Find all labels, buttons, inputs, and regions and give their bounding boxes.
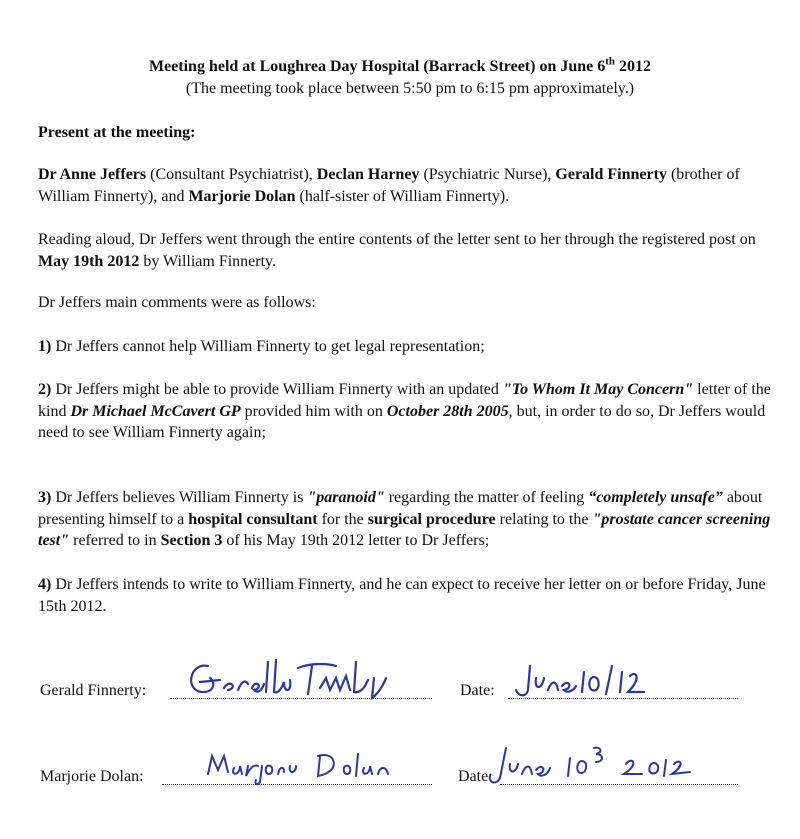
meeting-title [0,55,800,76]
comment-item-1 [38,336,778,358]
item-number: 3) [38,489,52,506]
item-text: Dr Jeffers believes William Finnerty is [51,489,308,506]
attendee-role: (brother of William Finnerty), and [38,166,740,205]
present-heading: Present at the meeting: [38,124,196,141]
quoted-letter-title: "To Whom It May Concern" [502,381,694,398]
signature-row [0,652,800,712]
item-text: referred to in [69,532,161,549]
quoted-term: “completely unsafe” [588,489,723,506]
signatory-label: Gerald Finnerty: [40,682,147,699]
item-text: provided him with on [240,402,387,420]
item-text: for the [317,510,368,528]
letter-date: May 19th 2012 [38,252,140,270]
item-number: 2) [38,381,52,398]
attendee-role: (Psychiatric Nurse), [419,166,556,183]
reading-text: Reading aloud, Dr Jeffers went through the entire contents of the letter sent to her through the registered post on [38,231,756,248]
signature-row [0,742,800,802]
handwritten-signature [180,654,420,700]
title-text: Meeting held at Loughrea Day Hospital (Barrack Street) on June 6 [148,58,606,75]
item-text: Dr Jeffers cannot help William Finnerty to get legal representation; [51,338,485,355]
date-label: Date: [460,682,495,699]
doctor-name: Dr Michael McCavert GP [70,402,241,420]
attendee-role: (half-sister of William Finnerty). [295,187,510,205]
attendee-name: Declan Harney [316,166,420,183]
date-label: Date: [458,768,493,785]
handwritten-date [510,660,670,700]
attendee-name: Marjorie Dolan [188,187,296,205]
attendee-name: Dr Anne Jeffers [38,166,147,183]
comments-intro: Dr Jeffers main comments were as follows: [38,294,316,311]
title-superscript: th [605,55,616,68]
quoted-term: "paranoid" [307,489,385,506]
item-number: 1) [38,338,52,355]
comment-item-3 [38,487,778,552]
item-text: about presenting himself to a [38,489,763,528]
item-text: regarding the matter of feeling [384,489,589,506]
attendee-name: Gerald Finnerty [555,166,667,183]
signatory-label: Marjorie Dolan: [40,768,144,785]
item-text: , but, in order to do so, Dr Jeffers would need to see William Finnerty again; [38,402,766,441]
bold-term: hospital consultant [188,510,318,528]
reading-text-end: by William Finnerty. [139,252,277,270]
handwritten-signature [200,746,410,786]
title-year: 2012 [615,58,652,75]
item-text: of his May 19th 2012 letter to Dr Jeffers; [222,532,490,549]
item-text: letter of the kind [38,381,771,420]
item-text: Dr Jeffers intends to write to William Finnerty, and he can expect to receive her letter on or before Friday, June 15th 2012. [38,576,766,615]
attendee-role: (Consultant Psychiatrist), [146,166,317,183]
meeting-subtitle: (The meeting took place between 5:50 pm to 6:15 pm approximately.) [185,80,635,97]
comment-item-2 [38,379,778,444]
attendees-paragraph [38,164,778,207]
quoted-term: "prostate cancer screening test" [38,510,771,549]
comment-item-4 [38,574,778,617]
item-text: Dr Jeffers might be able to provide William Finnerty with an updated [51,381,503,398]
item-number: 4) [38,576,52,593]
handwritten-date [470,742,700,790]
item-text: relating to the [495,510,593,528]
letter-date: October 28th 2005 [386,402,509,420]
bold-term: surgical procedure [367,510,496,528]
reading-paragraph [38,229,778,272]
bold-term: Section 3 [160,532,223,549]
